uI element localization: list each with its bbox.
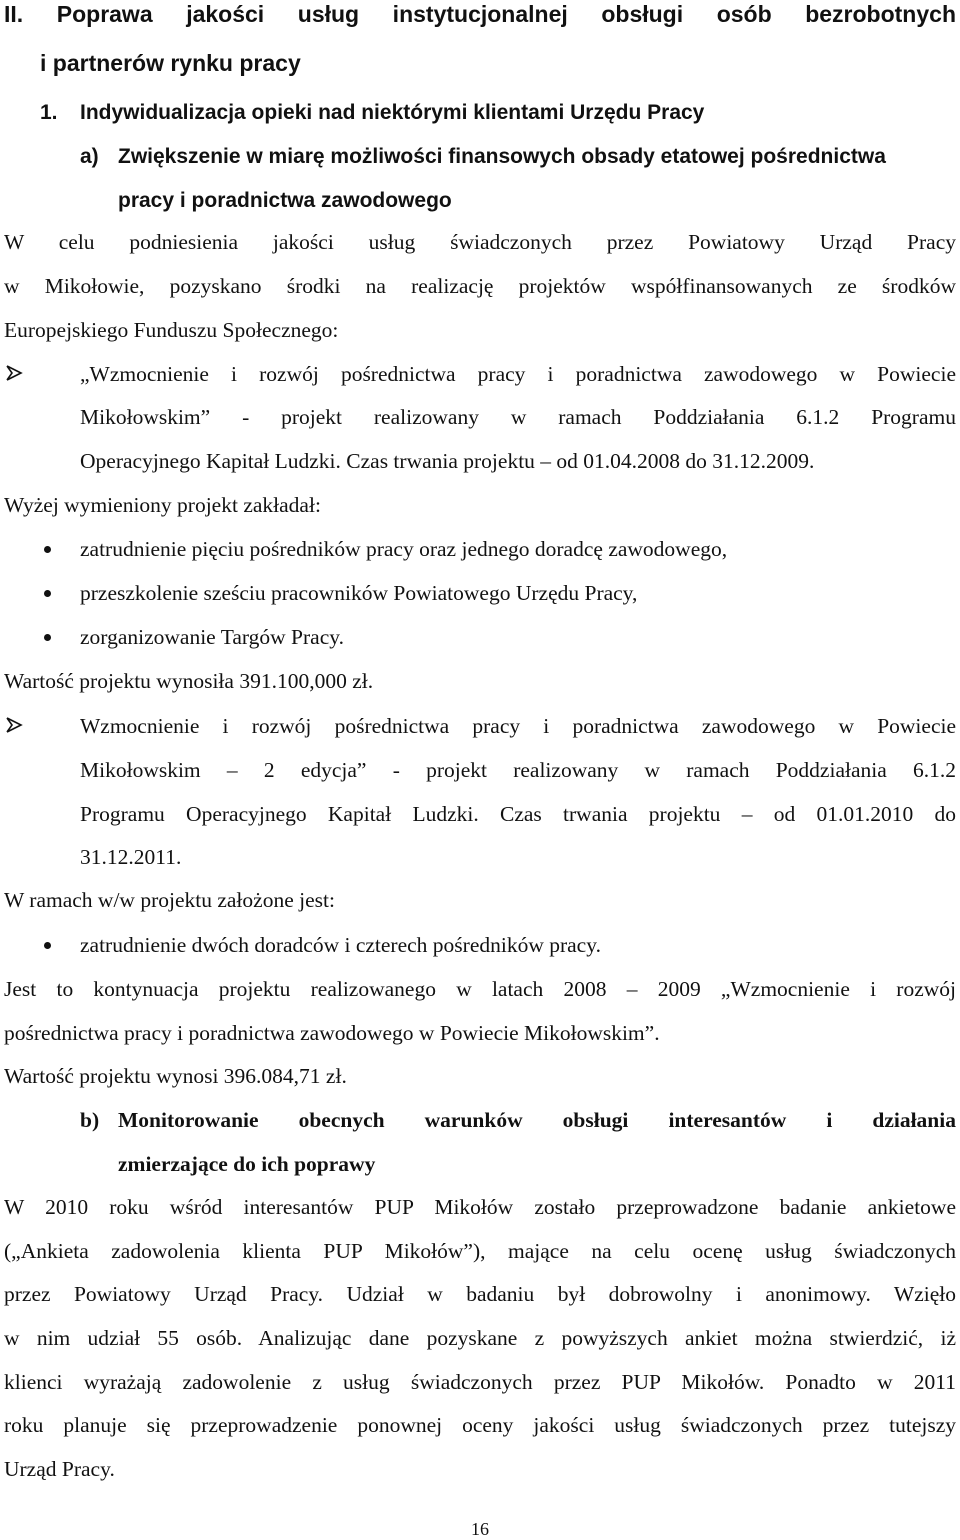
- item1-title: Indywidualizacja opieki nad niektórymi klientami Urzędu Pracy: [80, 101, 705, 124]
- subsection-b-line1: Monitorowanie obecnych warunków obsługi interesantów i działania: [118, 1108, 956, 1132]
- bullet-icon: [44, 579, 66, 607]
- paragraph1-line3: Europejskiego Funduszu Społecznego:: [4, 318, 339, 342]
- paragraph1-line2: w Mikołowie, pozyskano środki na realizację projektów współfinansowanych ze środków: [4, 274, 956, 298]
- project1-value: Wartość projektu wynosiła 391.100,000 zł.: [4, 669, 374, 693]
- bullet-icon: [44, 623, 66, 651]
- subsection-b-line2: zmierzające do ich poprawy: [118, 1152, 376, 1176]
- final-paragraph-line: klienci wyrażają zadowolenie z usług świadczonych przez PUP Mikołów. Ponadto w 2011: [4, 1370, 956, 1394]
- project1-line1: „Wzmocnienie i rozwój pośrednictwa pracy i poradnictwa zawodowego w Powiecie: [80, 362, 956, 386]
- subitem-a-line1: Zwiększenie w miarę możliwości finansowych obsady etatowej pośrednictwa: [118, 145, 886, 168]
- final-paragraph-line: roku planuje się przeprowadzenie ponownej oceny jakości usług świadczonych przez tutejszy: [4, 1413, 956, 1437]
- continuation-line2: pośrednictwa pracy i poradnictwa zawodowego w Powiecie Mikołowskim”.: [4, 1021, 660, 1045]
- subitem-a-line2: pracy i poradnictwa zawodowego: [118, 189, 452, 212]
- list-item: zatrudnienie pięciu pośredników pracy oraz jednego doradcę zawodowego,: [80, 537, 728, 561]
- subitem-a-label: a): [80, 145, 99, 168]
- project2-line1: Wzmocnienie i rozwój pośrednictwa pracy i poradnictwa zawodowego w Powiecie: [80, 714, 956, 738]
- arrow-bullet-icon: [5, 712, 27, 740]
- bullet-icon: [44, 535, 66, 563]
- project2-value: Wartość projektu wynosi 396.084,71 zł.: [4, 1064, 347, 1088]
- section-heading-line1: II. Poprawa jakości usług instytucjonalnej obsługi osób bezrobotnych: [4, 1, 956, 27]
- project2-line4: 31.12.2011.: [80, 845, 182, 869]
- list-item: zorganizowanie Targów Pracy.: [80, 625, 344, 649]
- final-paragraph-line: („Ankieta zadowolenia klienta PUP Mikołów”), mające na celu ocenę usług świadczonych: [4, 1239, 956, 1263]
- project1-line2: Mikołowskim” - projekt realizowany w ramach Poddziałania 6.1.2 Programu: [80, 405, 956, 429]
- final-paragraph-line: w nim udział 55 osób. Analizując dane pozyskane z powyższych ankiet można stwierdzić, iż: [4, 1326, 956, 1350]
- paragraph1-line1: W celu podniesienia jakości usług świadczonych przez Powiatowy Urząd Pracy: [4, 230, 956, 254]
- project1-assumptions-intro: Wyżej wymieniony projekt zakładał:: [4, 493, 321, 517]
- project2-line3: Programu Operacyjnego Kapitał Ludzki. Czas trwania projektu – od 01.01.2010 do: [80, 802, 956, 826]
- final-paragraph-line: Urząd Pracy.: [4, 1457, 115, 1481]
- project2-assumptions-intro: W ramach w/w projektu założone jest:: [4, 888, 335, 912]
- final-paragraph-line: przez Powiatowy Urząd Pracy. Udział w badaniu był dobrowolny i anonimowy. Wzięło: [4, 1282, 956, 1306]
- section-heading-line2: i partnerów rynku pracy: [40, 50, 301, 76]
- bullet-icon: [44, 931, 66, 959]
- page-number: 16: [471, 1519, 489, 1539]
- project2-line2: Mikołowskim – 2 edycja” - projekt realizowany w ramach Poddziałania 6.1.2: [80, 758, 956, 782]
- subsection-b-label: b): [80, 1108, 100, 1132]
- continuation-line1: Jest to kontynuacja projektu realizowanego w latach 2008 – 2009 „Wzmocnienie i rozwój: [4, 977, 956, 1001]
- list-item: zatrudnienie dwóch doradców i czterech pośredników pracy.: [80, 933, 601, 957]
- project1-line3: Operacyjnego Kapitał Ludzki. Czas trwania projektu – od 01.04.2008 do 31.12.2009.: [80, 449, 815, 473]
- arrow-bullet-icon: [5, 360, 27, 388]
- final-paragraph-line: W 2010 roku wśród interesantów PUP Mikołów zostało przeprowadzone badanie ankietowe: [4, 1195, 956, 1219]
- item1-number: 1.: [40, 101, 58, 124]
- list-item: przeszkolenie sześciu pracowników Powiatowego Urzędu Pracy,: [80, 581, 638, 605]
